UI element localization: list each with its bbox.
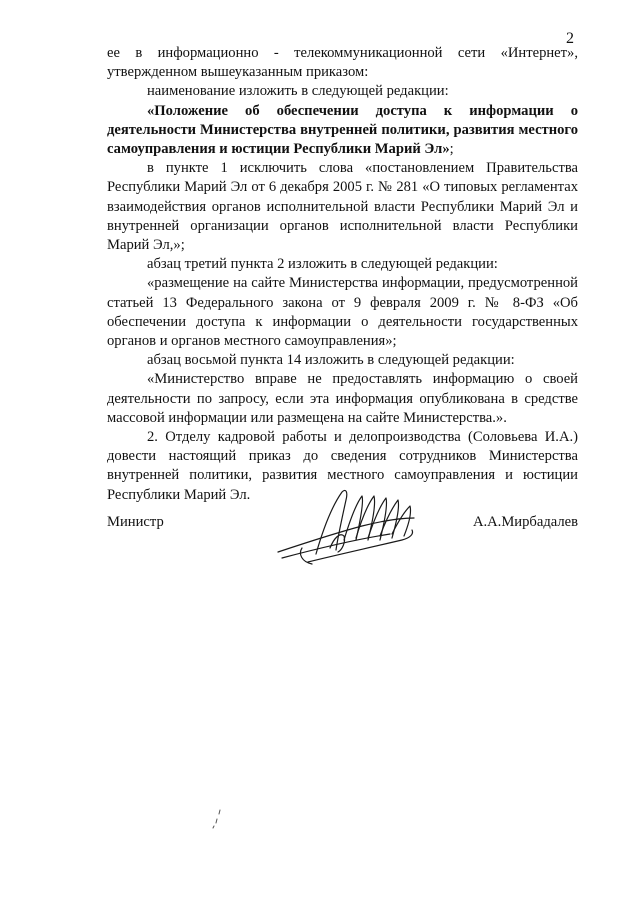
handwritten-signature — [272, 478, 422, 574]
paragraph-point-2-instruction: абзац третий пункта 2 изложить в следующей редакции: — [147, 256, 498, 273]
new-title-bold-text: «Положение об обеспечении доступа к информации о деятельности Министерства внутренней политики, развития местного самоуправления и юстиции Республики Марий Эл» — [107, 102, 578, 158]
signatory-title: Министр — [107, 514, 164, 530]
paragraph-continuation: ее в информационно - телекоммуникационной сети «Интернет», утвержденном вышеуказанным приказом: — [107, 45, 578, 81]
paragraph-point-1-amendment: в пункте 1 исключить слова «постановлением Правительства Республики Марий Эл от 6 декабря 2005 г. № 281 «О типовых регламентах взаимодействия органов исполнительной власти Республики Марий Эл и внутренней организации органов исполнительной власти Республики Марий Эл,»; — [107, 160, 578, 254]
paragraph-title-instruction: наименование изложить в следующей редакции: — [147, 83, 449, 100]
paragraph-item-2: 2. Отделу кадровой работы и делопроизводства (Соловьева И.А.) довести настоящий приказ до сведения сотрудников Министерства внутренней политики, развития местного самоуправления и юстиции Республики Марий Эл. — [107, 429, 578, 503]
page-number: 2 — [566, 30, 574, 47]
stray-pen-mark — [211, 808, 225, 830]
paragraph-point-14-instruction: абзац восьмой пункта 14 изложить в следующей редакции: — [147, 352, 515, 369]
paragraph-point-2-text: «размещение на сайте Министерства информации, предусмотренной статьей 13 Федерального закона от 9 февраля 2009 г. № 8-ФЗ «Об обеспечении доступа к информации о деятельности государственных органов и органов местного самоуправления»; — [107, 275, 578, 350]
new-title-tail: ; — [449, 141, 454, 158]
paragraph-new-title — [107, 102, 578, 160]
paragraph-point-14-text: «Министерство вправе не предоставлять информацию о своей деятельности по запросу, если эта информация опубликована в средстве массовой информации или размещена на сайте Министерства.». — [107, 371, 578, 426]
document-body — [107, 44, 578, 505]
signatory-name: А.А.Мирбадалев — [472, 514, 578, 530]
